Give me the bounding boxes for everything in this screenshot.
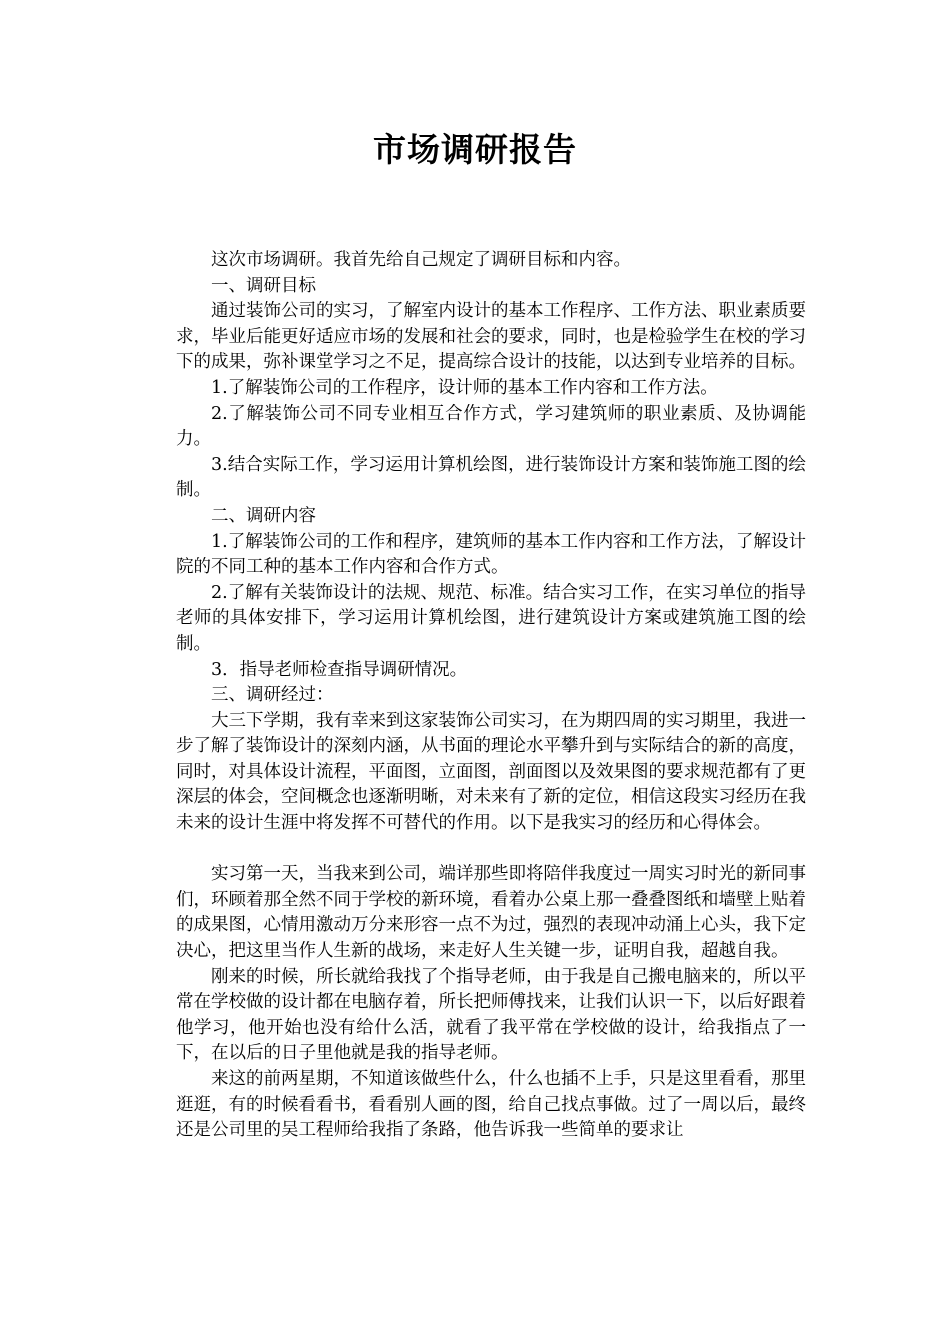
section-heading-goals: 一、调研目标: [211, 275, 316, 296]
document-body: [176, 248, 806, 1144]
list-item-content-1: 1.了解装饰公司的工作和程序，建筑师的基本工作内容和工作方法，了解设计院的不同工种的基本工作内容和合作方式。: [176, 531, 806, 578]
blank-line: [176, 837, 806, 863]
paragraph-goals: 通过装饰公司的实习，了解室内设计的基本工作程序、工作方法、职业素质要求，毕业后能更好适应市场的发展和社会的要求，同时，也是检验学生在校的学习下的成果，弥补课堂学习之不足，提高综合设计的技能，以达到专业培养的目标。: [176, 301, 806, 373]
section-heading-process: 三、调研经过：: [211, 685, 334, 706]
section-heading-content: 二、调研内容: [211, 505, 316, 526]
paragraph-first-weeks: 来这的前两星期，不知道该做些什么，什么也插不上手，只是这里看看，那里逛逛，有的时候看看书，看看别人画的图，给自己找点事做。过了一周以后，最终还是公司里的吴工程师给我指了条路，他告诉我一些简单的要求让: [176, 1069, 806, 1141]
list-item-goal-2: 2.了解装饰公司不同专业相互合作方式，学习建筑师的职业素质、及协调能力。: [176, 403, 806, 450]
list-item-content-3: 3．指导老师检查指导调研情况。: [211, 659, 468, 680]
paragraph-first-day: 实习第一天，当我来到公司，端详那些即将陪伴我度过一周实习时光的新同事们，环顾着那全然不同于学校的新环境，看着办公桌上那一叠叠图纸和墙壁上贴着的成果图，心情用激动万分来形容一点不为过，强烈的表现冲动涌上心头，我下定决心，把这里当作人生新的战场，来走好人生关键一步，证明自我，超越自我。: [176, 864, 806, 962]
list-item-content-2: 2.了解有关装饰设计的法规、规范、标准。结合实习工作，在实习单位的指导老师的具体安排下，学习运用计算机绘图，进行建筑设计方案或建筑施工图的绘制。: [176, 582, 806, 654]
list-item-goal-3: 3.结合实际工作，学习运用计算机绘图，进行装饰设计方案和装饰施工图的绘制。: [176, 454, 806, 501]
paragraph-process: 大三下学期，我有幸来到这家装饰公司实习，在为期四周的实习期里，我进一步了解了装饰设计的深刻内涵，从书面的理论水平攀升到与实际结合的新的高度，同时，对具体设计流程，平面图，立面图，剖面图以及效果图的要求规范都有了更深层的体会，空间概念也逐渐明晰，对未来有了新的定位，相信这段实习经历在我未来的设计生涯中将发挥不可替代的作用。以下是我实习的经历和心得体会。: [176, 710, 806, 834]
list-item-goal-1: 1.了解装饰公司的工作程序，设计师的基本工作内容和工作方法。: [211, 377, 718, 398]
document-title: 市场调研报告: [373, 130, 577, 169]
paragraph-mentor: 刚来的时候，所长就给我找了个指导老师，由于我是自己搬电脑来的，所以平常在学校做的设计都在电脑存着，所长把师傅找来，让我们认识一下，以后好跟着他学习，他开始也没有给什么活，就看了我平常在学校做的设计，给我指点了一下，在以后的日子里他就是我的指导老师。: [176, 966, 806, 1064]
paragraph-intro: 这次市场调研。我首先给自己规定了调研目标和内容。: [211, 250, 631, 270]
